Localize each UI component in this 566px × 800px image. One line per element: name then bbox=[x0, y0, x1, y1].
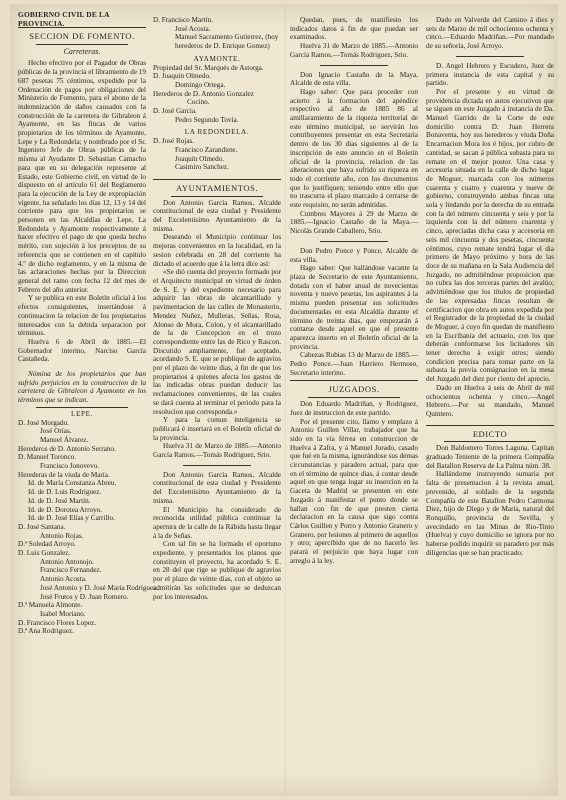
section-title-fomento: SECCION DE FOMENTO. bbox=[29, 31, 135, 41]
list-item: D. José Rojas. bbox=[153, 137, 195, 146]
list-item: D. José Santana. bbox=[18, 522, 66, 531]
paragraph: Huelva 6 de Abril de 1885.—El Gobernador interino, Narciso García Castañeda. bbox=[18, 337, 146, 364]
list-item: Manuel Álvarez. bbox=[40, 435, 89, 444]
paragraph: Y para la comun inteligencia se publicará é insertará en el Boletín oficial de la provincia. bbox=[153, 416, 281, 442]
paragraph: Huelva 31 de Marzo de 1885.—Antonio García Ramos.—Tomás Rodriguez, Srio. bbox=[153, 442, 281, 460]
column-2 bbox=[153, 16, 281, 791]
list-item: Id. de D. José Elías y Carrillo. bbox=[28, 514, 115, 523]
paragraph: Don Antonio García Ramos, Alcalde constitucional de esta ciudad y Presidente del Excelentísimo Ayuntamiento de la misma. bbox=[153, 470, 281, 505]
list-item: Isabel Moriano. bbox=[40, 610, 86, 618]
ayamonte-list bbox=[153, 64, 281, 125]
list-item: Francisco Jonovevo. bbox=[40, 462, 100, 471]
paragraph: Dado en Valverde del Camino á dies y seis de Marzo de mil ochocientos ochenta y cinco.—Eduardo Madriñan.—Por mandado de su señoría, José Arroyo. bbox=[426, 16, 554, 51]
list-item: Pedro Segundo Tovía. bbox=[175, 115, 239, 124]
paragraph: Don Ignacio Castaño de la Maya, Alcalde de esta villa. bbox=[290, 70, 418, 88]
heading-redondela: LA REDONDELA. bbox=[184, 128, 250, 137]
list-item: D.ª Ana Rodriguez. bbox=[18, 627, 74, 636]
paragraph: D. Angel Hebrero y Escudero, Juez de primera instancia de esta capital y su partido. bbox=[426, 61, 554, 88]
list-item: D. Manuel Toronco. bbox=[18, 453, 77, 462]
list-item: Propiedad del Sr. Marqués de Astorga. bbox=[153, 63, 264, 72]
list-item: Casimiro Sanchez. bbox=[175, 163, 229, 172]
list-item: Id. de D. Luis Rodríguez. bbox=[28, 488, 102, 497]
paragraph: Con tal fin se ha formado el oportuno expediente, y presentados los planos que constituyen el proyecto, ha acordado S. E. en 28 del que rige se publique de agravios por el plazo de veinte dias, con el objeto se admitirán las solicitudes que se deduzcan por los interesados. bbox=[153, 540, 281, 601]
paragraph: Hecho efectivo por el Pagador de Obras públicas de la provincia el libramiento de 19 687 pesetas 75 céntimos, expedido por la Ordenación de pagos por obligaciones del Ministerio de Fomento, para el abono de la indemnización de daños causados con la construcción de la carretera de Gibraleon á Ayamonte, en las fincas de varios propietarios de los términos de Ayamonte, Lepe y La Redondela; y nombrado por el Sr. Ingeniero Jefe de Obras públicas de la misma al Ayudante D. Sebastian Camacho para que en su delegación represente al Estado, este Gobierno civil, en virtud de lo dispuesto en el artículo 61 del Reglamento para la ejecución de la Ley de expropiación vigente, ha señalado los días 12, 13 y 14 del corriente para que los propietarios se personen en las Alcaldías de Lepe, La Redondela y Ayamonte respectivamente á hacer efectivo el pago de que queda hecho mérito, con sujeción á los preceptos de su referencia que se contienen en el capítulo 4.º de dicho reglamento, y en la misma de las aclaraciones hechas por la Direccion general del ramo con fecha 12 del mes de Febrero del año anterior. bbox=[18, 59, 146, 294]
heading-ayamonte: AYAMONTE. bbox=[193, 54, 241, 63]
list-item: D.ª Manuela Almonte. bbox=[18, 601, 83, 610]
paragraph: Hago saber: Que hallándose vacante la plaza de Secretario de este Ayuntamiento, dotada con el haber anual de novecientas noventa y nueve pesetas, los aspirantes á la misma pueden presentar sus solicitudes documentadas en esta Alcaldía durante el término de treinta dias, que empezarán á contarse desde aquel en que el presente aparezca inserto en el Boletín oficial de la provincia. bbox=[290, 264, 418, 351]
list-item: Antonio Rojas. bbox=[40, 531, 84, 540]
column-3 bbox=[290, 16, 418, 791]
paragraph: Deseando el Municipio continuar los mejoras convenientes en la localidad, en la sesion celebrada en 28 del corriente ha dictado el acuerdo que á la letra dice así: bbox=[153, 233, 281, 268]
paragraph: Cabezas Rubias 13 de Marzo de 1885.—Pedro Ponce.—Juan Harriero Hermoso, Secretario interino. bbox=[290, 351, 418, 377]
list-item: Herederas de la viuda de María. bbox=[18, 470, 110, 479]
section-title-edicto: EDICTO bbox=[472, 428, 508, 439]
list-item: Herederos de D. Antonio Serrano. bbox=[18, 444, 116, 453]
nomina-heading: Nómina de los propietarios que han sufrido perjuicios en la construccion de la carretera de Gibraleon á Ayamonte en los términos que se indican. bbox=[18, 370, 146, 405]
list-item: D. José Morgado. bbox=[18, 418, 69, 427]
paragraph: Don Baldomero Torres Laguna, Capitan graduado Teniente de la primera Compañía del Batallon Reserva de La Palma núm. 38. bbox=[426, 444, 554, 470]
paragraph: Hago saber: Que para proceder con acierto á la formacion del apéndice respectivo al año de 1885 86 al amillaramiento de la riqueza territorial de este término municipal, se servirán los contribuyentes presentar en esta Secretaría dentro de los 30 dias siguientes al de la inscripción de este anuncio en el Boletín oficial de la provincia, relacion de las alteraciones que haya sufrido su riqueza en todo el corriente año, con los documentos que lo justifiquen; teniendo entre ello que no trascurra el plazo marcado á cerrarse de este requisito, no serán admitidas. bbox=[290, 87, 418, 210]
subsection-carreteras: Carreteras. bbox=[63, 46, 101, 56]
paragraph: «Se dió cuenta del proyecto formado por el Arquitecto municipal en virtud de órden de S. E. y del expediente necesario para adquirir las obras de alcantarillado y pavimentacion de las calles de Monasterio, Mendez Nuñez, Mulleras, Señas, Rosa, Alonso de Mora, Colon, y el alcantarillado de la de Concepcion en el trozo correspondiente entre las de Rico y Rascon. Discutido ampliamente, fué aceptado, acordando S. E. que se publique de agravios por el plazo de veinte dias, á fin de que los propietarios á quienes afecta los gastos de las indicadas obras puedan deducir las reclamaciones convenientes, de las cuales se dará cuenta al terminar el periodo para la resolucion que corresponda.» bbox=[153, 268, 281, 416]
paragraph: Y se publica en este Boletín oficial á los efectos consiguientes, insertándose á continuacion la relacion de los propietarios interesados con la debida separacion por términos. bbox=[18, 294, 146, 338]
list-item: Herederos de D. Antonio Gonzalez bbox=[153, 89, 254, 98]
paragraph: Cumbres Mayores á 29 de Marzo de 1885.—Ignacio Castaño de la Maya.—Nicolás Grande Caballero, Srio. bbox=[290, 209, 418, 236]
paragraph: Don Antonio García Ramos, Alcalde constitucional de esta ciudad y Presidente del Excelentísimo Ayuntamiento de la misma. bbox=[153, 198, 281, 233]
paragraph: Dado en Huelva á seis de Abril de mil ochocientos ochenta y cinco.—Angel Hebrero.—Por su mandado, Manuel Quintero. bbox=[426, 383, 554, 418]
section-title-juzgados: JUZGADOS. bbox=[328, 384, 380, 395]
list-item: D. Joaquin Olmedo. bbox=[153, 72, 211, 81]
column-4 bbox=[426, 16, 554, 791]
paragraph: Por el presente cito, llamo y emplazo á Antonio Guillen Villar, trabajador que ha sido en la vía férrea en construccion de Huelva á Zafra, y á Manuel Jurado, casado que fué en la misma, ignorándose sus demas circunstancias y paradero actual, para que en el término de quince dias, á contar desde aquel en que tenga lugar su insercion en la Gaceta de Madrid se presenten en este Juzgado á manifestar el punto donde se hallan con fin de que presten cierta declaracion en la causa que sigo contra Cárlos Guillen y Porro y Antonio Granero y Granero, por lesiones al primero de aquellos y otro; apercibido que de no hacerlo les parará el perjuicio que haya lugar con arreglo á la ley. bbox=[290, 417, 418, 565]
list-item: D.ª Soledad Arroyo. bbox=[18, 540, 76, 549]
list-item: Antonio Antonojo. bbox=[40, 557, 94, 566]
list-item: José Acosta. bbox=[175, 24, 211, 33]
list-item: Id. de D. José Martín. bbox=[28, 496, 91, 505]
redondela-list bbox=[153, 137, 281, 172]
list-item: D. José Garcia. bbox=[153, 107, 197, 116]
paragraph: Huelva 31 de Marzo de 1885.—Antonio García Ramos.—Tomás Rodriguez, Srio. bbox=[290, 42, 418, 59]
list-item: José Orías. bbox=[40, 427, 72, 436]
paragraph: El Municipio ha considerado de reconocida utilidad pública continuar la apertura de la calle de la Rábida hasta llegar á la de Señas. bbox=[153, 505, 281, 540]
page-header: GOBIERNO CIVIL DE LA PROVINCIA. bbox=[18, 10, 110, 28]
list-item: D. Francisco Flores Lopez. bbox=[18, 618, 97, 627]
list-item: Joaquín Olmedo. bbox=[175, 154, 225, 163]
section-title-ayuntamientos: AYUNTAMIENTOS. bbox=[176, 182, 258, 193]
list-item: Id. de D. Dorotea Arroyo. bbox=[28, 505, 103, 514]
list-item: Cocino. bbox=[187, 98, 210, 107]
list-item: José Antonio y D. José Maria Rodriguez. bbox=[40, 583, 159, 592]
list-item: D. Francisco Martin. bbox=[153, 16, 213, 24]
list-item: Antonio Acosta. bbox=[40, 575, 87, 584]
paragraph: Don Pedro Ponce y Ponce, Alcalde de esta villa. bbox=[290, 246, 418, 264]
heading-lepe: LEPE. bbox=[71, 409, 93, 418]
list-item: Francisco Fernandez. bbox=[40, 566, 102, 575]
owners-list bbox=[153, 16, 281, 51]
paragraph: Hallándome instruyendo sumaria por falta de presentacion á la revista anual, prevenido, al soldado de la segunda Compañía de este Batallon Pedro Carmona Diez, hijo de Diego y de María, natural del Ronquillo, provincia de Sevilla, y avecindado en las Minas de Rio-Tinto (Huelva) y cuyo domicilio se ignora por no haberse podido inquirir su paradero por más diligencias que se han practicado; bbox=[426, 470, 554, 557]
list-item: Francisco Zarandiete. bbox=[175, 145, 238, 154]
paragraph: Quedan, pues, de manifiesto los indicados datos á fin de que puedan ser examinados. bbox=[290, 16, 418, 42]
list-item: Id. de María Constanza Abreu. bbox=[28, 479, 117, 488]
list-item: Domingo Ortega. bbox=[175, 80, 226, 89]
newspaper-page bbox=[10, 4, 558, 796]
list-item: D. Luis Gonzalez. bbox=[18, 549, 71, 558]
paragraph: Por el presente y en virtud de providencia dictada en autos ejecutivos que se siguen en este Juzgado á instancia de Da. Manuel Garrido de la Corte de este domicilio contra D. Juan Herrera Bonaventa, hoy sus herederos y viuda Doña Encarnacion Mora los é hijos, por cobro de cantidad, se sacan á pública subasta para su remate en el mejor postor. Una casa y accesoria situada en la calle de dicho lugar de Moguer, marcada con los números cuarenta y cuatro y cuarenta y nueve de gobierno, construyendo ambas fincas una sola y lindando por la derecha de su entrada con la del número cincuenta y seis y por la izquierda con la del número cuarenta y cinco, apreciadas dicha casa y accesoria en seis mil cincuenta y dos pesetas, cincuenta céntimos, cuyo remate tendrá lugar el dia primero de Mayo próximo y hora de las doce de su mañana en la Sala Audiencia del Juzgado, no admitiéndose proposicion que no cubra las dos terceras partes del avalúo; advirtiéndose que los títulos de propiedad de las expresadas fincas resultan de certificacion que obra en autos expedida por el Registrador de la propiedad de la ciudad de Moguer, á cuyo fin quedan de manifiesto en la Escribanía del actuario, con los que deberán conformarse los licitadores sin tener derecho á exigir otros; siendo condicion precisa para tomar parte en la subasta la previa consignacion en la mesa del Juzgado del diez por ciento del aprecio. bbox=[426, 87, 554, 384]
column-1 bbox=[18, 16, 159, 791]
list-item: José Frutos y D. Juan Romero. bbox=[40, 592, 129, 601]
list-item: herederos de D. Enrique Gomez) bbox=[175, 42, 270, 51]
lepe-list bbox=[18, 418, 159, 637]
paragraph: Don Eduardo Madriñan, y Rodriguez, Juez de instruccion de este partido. bbox=[290, 400, 418, 417]
list-item: Manuel Sacramento Gutierrez, (hoy bbox=[175, 33, 279, 42]
